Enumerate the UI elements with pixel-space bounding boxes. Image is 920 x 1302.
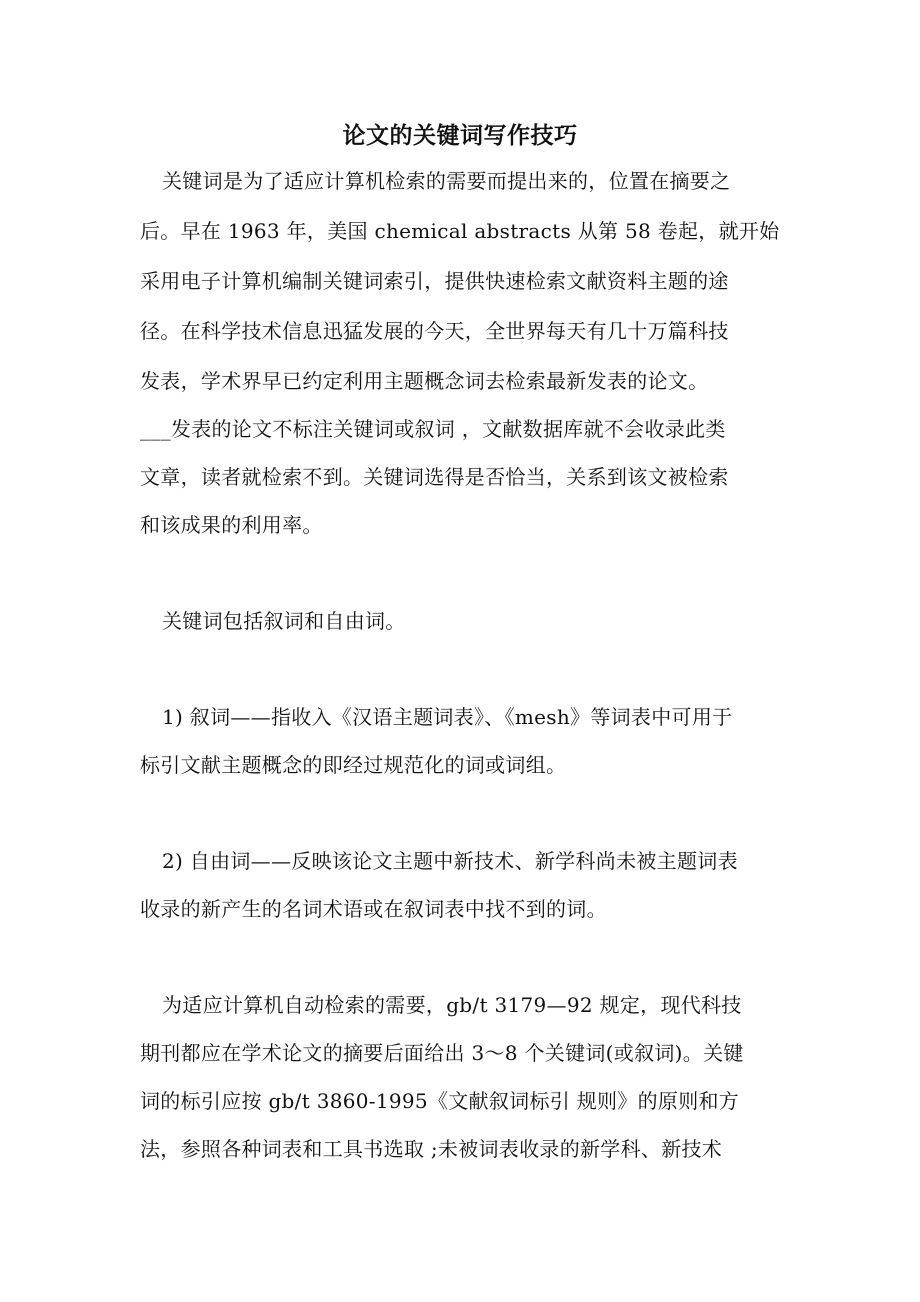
paragraph-line: 标引文献主题概念的即经过规范化的词或词组。 bbox=[140, 753, 567, 777]
paragraph-line: 1) 叙词——指收入《汉语主题词表》、《mesh》等词表中可用于 bbox=[162, 705, 733, 729]
paragraph-line: 2) 自由词——反映该论文主题中新技术、新学科尚未被主题词表 bbox=[162, 849, 738, 873]
paragraph-line: 文章，读者就检索不到。关键词选得是否恰当，关系到该文被检索 bbox=[140, 465, 729, 489]
page-title: 论文的关键词写作技巧 bbox=[342, 122, 578, 149]
paragraph-line: 词的标引应按 gb/t 3860-1995《文献叙词标引 规则》的原则和方 bbox=[140, 1089, 740, 1113]
paragraph-line: 关键词是为了适应计算机检索的需要而提出来的，位置在摘要之 bbox=[162, 169, 731, 193]
paragraph-line: 关键词包括叙词和自由词。 bbox=[162, 609, 406, 633]
paragraph-line: 采用电子计算机编制关键词索引，提供快速检索文献资料主题的途 bbox=[140, 269, 729, 293]
paragraph-line: 期刊都应在学术论文的摘要后面给出 3～8 个关键词(或叙词)。关键 bbox=[140, 1041, 744, 1065]
paragraph-line: 为适应计算机自动检索的需要，gb/t 3179—92 规定，现代科技 bbox=[162, 993, 742, 1017]
paragraph-line: 后。早在 1963 年，美国 chemical abstracts 从第 58 卷起，就开始 bbox=[140, 219, 780, 243]
paragraph-line: 径。在科学技术信息迅猛发展的今天，全世界每天有几十万篇科技 bbox=[140, 319, 729, 343]
paragraph-line: 法，参照各种词表和工具书选取 ;未被词表收录的新学科、新技术 bbox=[140, 1137, 723, 1161]
paragraph-line: 发表，学术界早已约定利用主题概念词去检索最新发表的论文。 bbox=[140, 369, 709, 393]
paragraph-line: ___发表的论文不标注关键词或叙词 ，文献数据库就不会收录此类 bbox=[140, 417, 726, 441]
paragraph-line: 和该成果的利用率。 bbox=[140, 513, 323, 537]
paragraph-line: 收录的新产生的名词术语或在叙词表中找不到的词。 bbox=[140, 897, 607, 921]
